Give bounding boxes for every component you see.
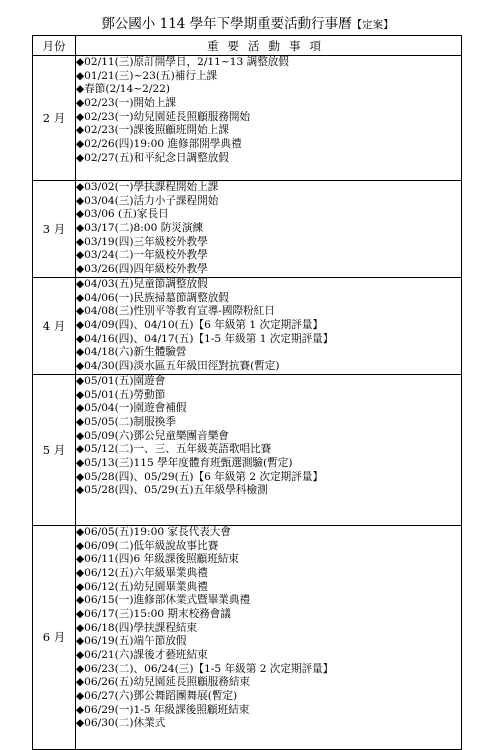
event-item: ◆06/09(二)低年級說故事比賽 [76,539,219,552]
event-item: ◆03/17(二)8:00 防災演練 [76,222,204,235]
event-item: ◆06/17(三)15:00 期末校務會議 [76,607,231,620]
month-row-may [33,374,462,525]
event-item: ◆02/23(一)幼兒園延長照顧服務開始 [76,110,251,123]
events-cell [76,56,462,181]
month-row-feb [33,56,462,181]
month-label: 5 月 [33,374,76,525]
event-item: ◆05/12(二)一、三、五年級英語歌唱比賽 [76,443,272,456]
page-title [0,12,495,32]
month-row-mar [33,181,462,278]
event-item: ◆03/26(四)四年級校外教學 [76,263,208,276]
title-text: 鄧公國小 114 學年下學期重要活動行事曆 [101,16,352,32]
event-item: ◆06/26(五)幼兒園延長照顧服務結束 [76,676,251,689]
event-item: ◆03/06 (五)家長日 [76,208,169,221]
events-cell [76,525,462,749]
event-item: ◆06/15(一)進修部休業式暨畢業典禮 [76,594,251,607]
event-item: ◆春節(2/14~2/22) [76,83,171,96]
event-item: ◆06/29(一)1-5 年級課後照顧班結束 [76,703,250,716]
event-item: ◆03/19(四)三年級校外教學 [76,235,208,248]
month-column-header: 月份 [33,36,76,56]
events-cell [76,277,462,374]
event-item: ◆04/08(三)性別平等教育宣導-國際粉紅日 [76,305,275,318]
event-item: ◆05/13(三)115 學年度體育班甄選測驗(暫定) [76,456,293,469]
event-item: ◆02/26(四)19:00 進修部開學典禮 [76,138,242,151]
event-item: ◆04/03(五)兒童節調整放假 [76,277,208,290]
event-item: ◆02/27(五)和平紀念日調整放假 [76,151,229,164]
month-label: 4 月 [33,277,76,374]
month-row-jun [33,525,462,749]
event-item: ◆06/19(五)端午節放假 [76,635,187,648]
event-item: ◆01/21(三)~23(五)補行上課 [76,69,218,82]
month-label: 3 月 [33,181,76,278]
event-item: ◆04/09(四)、04/10(五)【6 年級第 1 次定期評量】 [76,318,324,331]
event-item: ◆05/28(四)、05/29(五)五年級學科檢測 [76,484,268,497]
calendar-body [33,56,462,750]
event-item: ◆02/23(一)課後照顧班開始上課 [76,124,229,137]
event-item: ◆04/16(四)、04/17(五)【1-5 年級第 1 次定期評量】 [76,332,334,345]
event-item: ◆04/18(六)新生體驗營 [76,346,187,359]
event-item: ◆06/05(五)19:00 家長代表大會 [76,525,231,538]
event-item: ◆05/28(四)、05/29(五)【6 年級第 2 次定期評量】 [76,470,324,483]
event-item: ◆03/02(一)學扶課程開始上課 [76,181,219,193]
month-label: 6 月 [33,525,76,749]
event-item: ◆06/12(五)幼兒園畢業典禮 [76,580,208,593]
event-item: ◆05/09(六)鄧公兒童樂團音樂會 [76,429,229,442]
event-item: ◆02/11(三)原訂開學日，2/11~13 調整放假 [76,56,289,68]
month-row-apr [33,277,462,374]
event-item: ◆05/01(五)園遊會 [76,374,166,387]
month-label: 2 月 [33,56,76,181]
event-item: ◆06/11(四)6 年級課後照顧班結束 [76,553,239,566]
event-item: ◆06/30(二)休業式 [76,717,166,730]
event-item: ◆06/21(六)課後才藝班結束 [76,649,208,661]
event-item: ◆05/04(一)園遊會補假 [76,402,187,415]
event-item: ◆06/18(四)學扶課程結束 [76,621,198,634]
header-row [33,36,462,56]
event-item: ◆05/01(五)勞動節 [76,388,166,401]
event-item: ◆04/06(一)民族掃墓節調整放假 [76,291,229,304]
event-item: ◆02/23(一)開始上課 [76,97,176,110]
event-item: ◆05/05(二)制服換季 [76,415,176,428]
event-item: ◆06/27(六)鄧公舞蹈團舞展(暫定) [76,690,238,703]
calendar-table [32,35,462,750]
events-cell [76,181,462,278]
event-item: ◆06/12(五)六年級畢業典禮 [76,566,208,579]
status-tag: 【定案】 [351,19,394,31]
event-item: ◆04/30(四)淡水區五年級田徑對抗賽(暫定) [76,359,280,372]
event-item: ◆03/04(三)活力小子課程開始 [76,194,219,207]
event-item: ◆06/23(二)、06/24(三)【1-5 年級第 2 次定期評量】 [76,662,334,675]
events-cell [76,374,462,525]
event-item: ◆03/24(二)一年級校外教學 [76,249,208,262]
events-column-header: 重要活動事項 [76,36,462,56]
